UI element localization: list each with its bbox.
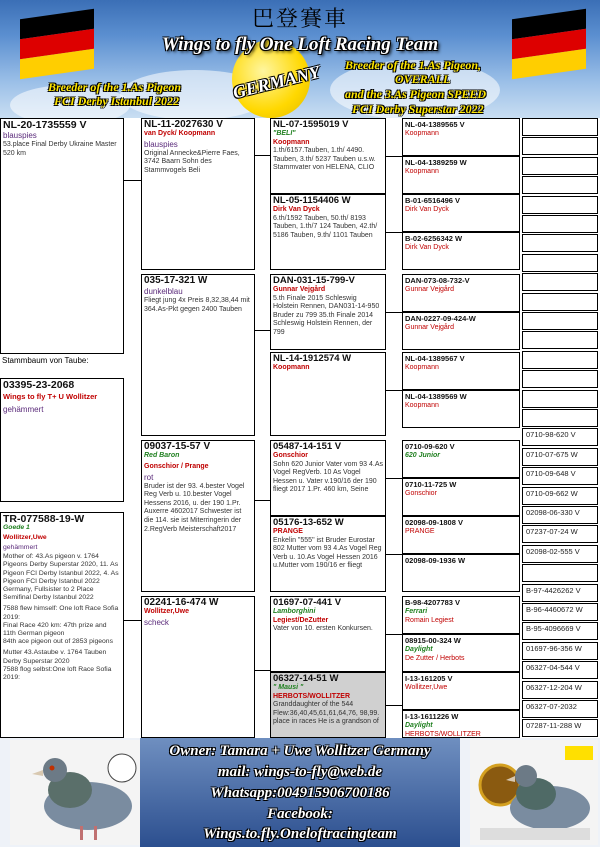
stammbaum-label: Stammbaum von Taube: [2,356,89,365]
dds-id: 01697-07-441 V [273,597,342,608]
dam-notes-5: Mutter 43.Astaube v. 1764 Tauben Derby Superstar 2020 [3,649,107,665]
pigeon-photo-left [10,740,140,845]
g5-box [522,215,598,233]
g4-name: Ferrari [405,608,428,615]
g5-box [522,351,598,369]
g4-id: 0710-09-620 V [405,442,455,451]
sdd-breeder: Koopmann [273,364,310,371]
g5-box: 0710-07-675 W [522,448,598,466]
sd-box [141,274,255,436]
g4-id: NL-04-1389567 V [405,354,465,363]
g4-breeder: Koopmann [405,168,439,175]
g5-box: 0710-98-620 V [522,428,598,446]
g4-id: DAN-0227-09-424-W [405,314,476,323]
g5-box [522,234,598,252]
dam-color: gehämmert [3,544,38,552]
g5-box [522,176,598,194]
ss-color: blauspies [144,139,178,149]
g4-id: 02098-09-1808 V [405,518,463,527]
g4-breeder: De Zutter / Herbots [405,654,465,662]
dss-breeder: Gonschior [273,452,309,459]
dam-notes-6: 7588 flog selbst:One loft Race Sofia 2019: [3,665,112,682]
g5-box: 02098-06-330 V [522,506,598,524]
g5-box: B-95-4096669 V [522,622,598,640]
sss-box [270,118,386,194]
right-award-line2: OVERALL [395,72,451,86]
g4-box [402,710,520,738]
sdd-id: NL-14-1912574 W [273,353,352,364]
dds-name: Lamborghini [273,608,316,615]
g4-breeder: Koopmann [405,130,439,137]
g5-box [522,370,598,388]
g5-box [522,390,598,408]
ds-breeder: Gonschior / Prange [144,462,209,470]
dss-box [270,440,386,516]
ddd-id: 06327-14-51 W [273,673,339,684]
g5-box: 0710-09-648 V [522,467,598,485]
g5-box: B-96-4460672 W [522,603,598,621]
sd-id: 035-17-321 W [144,275,208,286]
dam-breeder: Wollitzer,Uwe [3,534,47,542]
g4-breeder: Dirk Van Dyck [405,244,449,251]
g5-box [522,273,598,291]
g5-box [522,254,598,272]
g5-box [522,564,598,582]
dd-id: 02241-16-474 W [144,597,219,608]
g4-box [402,232,520,270]
subject-color: gehämmert [3,405,44,414]
subject-id: 03395-23-2068 [3,379,75,391]
g4-box [402,516,520,554]
g4-id: I-13-1611226 W [405,712,459,721]
g5-box [522,312,598,330]
g4-breeder: Romain Legiest [405,616,454,624]
g4-id: NL-04-1389259 W [405,158,467,167]
dss-notes: Sohn 620 Junior Vater vom 93 4.As Vogel RegVerb. 10 As Vogel Hessen u. Vater v.190/16 der 190 fliegt 2017 1.Pr. 460 km, Seine [273,460,383,494]
left-award-line2: FCI Derby Istanbul 2022 [54,94,180,108]
chinese-title: 巴登賽車 [251,7,348,32]
dd-box [141,596,255,738]
ss-box [141,118,255,270]
facebook-link[interactable]: Wings.to.fly.Oneloftracingteam [203,826,397,842]
g4-breeder: Koopmann [405,364,439,371]
team-title: Wings to fly One Loft Racing Team [161,34,439,55]
g4-box [402,352,520,390]
sds-box [270,274,386,350]
g4-box [402,478,520,516]
g4-box [402,312,520,350]
g5-box: 0710-09-662 W [522,487,598,505]
g4-id: I-13-161205 V [405,674,453,683]
g4-id: B-98-4207783 V [405,598,461,607]
g4-breeder: Gunnar Vejgård [405,286,455,293]
owner-line: Owner: Tamara + Uwe Wollitzer Germany [169,743,431,759]
g4-breeder: Dirk Van Dyck [405,206,449,213]
sd-notes: Fliegt jung 4x Preis 8,32,38,44 mit 364.As-Pkt gegen 2400 Tauben [144,297,250,313]
ddd-notes: Granddaughter of the 544 Flew:36,40,45,61,61,64,76, 98,99. place in races He is a grandson of [273,701,380,726]
g4-breeder: Wollitzer,Uwe [405,684,448,691]
dsd-box [270,516,386,592]
sire-id: NL-20-1735559 V [3,119,87,131]
ds-name: Red Baron [144,452,180,459]
g5-box [522,293,598,311]
dam-notes-3: Final Race 420 km: 47th prize and 11th German pigeon [3,621,107,638]
g4-breeder: PRANGE [405,528,435,535]
ssd-box [270,194,386,270]
dsd-notes: Enkelin "555" ist Bruder Eurostar 802 Mutter vom 93 4.As Vogel Reg Verb u. 10.As Vogel Hessen 2016 u.Mutter vom 190/16 er fliegt [273,536,382,570]
left-award-line1: Breeder of the 1.As Pigeon [48,80,181,94]
g5-box: 07287-11-288 W [522,719,598,737]
dam-notes-1: Mother of: 43.As pigeon v. 1764 Pigeons Derby Superstar 2020, 11. As Pigeon FCI Derby Istanbul 2022, 4. As Pigeon FCI Derby Istanbul 2022 Germany, Fullsister to 2 Place Semifinal Derby Istanbul 2022 [3,553,119,602]
g5-box: B-97-4426262 V [522,584,598,602]
g4-box [402,634,520,672]
sire-notes: 53.place Final Derby Ukraine Master 520 km [3,141,117,157]
g5-box [522,118,598,136]
sd-color: dunkelblau [144,287,183,296]
ddd-name: " Mausi " [273,684,304,691]
subject-breeder: Wings to fly T+ U Wollitzer [3,392,98,401]
sds-id: DAN-031-15-799-V [273,275,355,286]
ssd-notes: 6.th/1592 Tauben, 50.th/ 8193 Tauben, 1.th/7 124 Tauben, 42.th/ 5186 Tauben, 9.th/ 1101 Tauben [273,214,378,239]
g4-id: 08915-00-324 W [405,636,461,645]
right-award-line3: and the 3.As Pigeon SPEED [345,87,487,101]
g5-box [522,157,598,175]
ddd-box [270,672,386,738]
g4-box [402,274,520,312]
g5-box: 06327-12-204 W [522,681,598,699]
g4-id: NL-04-1389569 W [405,392,467,401]
dds-notes: Vater von 10. ersten Konkursen. [273,625,373,633]
g4-name: 620 Junior [405,452,441,459]
g4-box [402,554,520,592]
g4-name: Daylight [405,646,433,653]
g4-box [402,194,520,232]
g5-box [522,196,598,214]
ss-notes: Original Annecke&Pierre Faes, 3742 Baarn Sohn des Stammvogels Beli [144,149,240,174]
ssd-breeder: Dirk Van Dyck [273,206,320,213]
ddd-breeder: HERBOTS/WOLLITZER [273,692,350,700]
germany-label: GERMANY [230,61,322,103]
dsd-id: 05176-13-652 W [273,517,344,528]
g5-box [522,409,598,427]
dds-box [270,596,386,672]
ds-id: 09037-15-57 V [144,441,211,452]
sds-breeder: Gunnar Vejgård [273,286,326,293]
g4-breeder: Koopmann [405,402,439,409]
g5-box: 06327-07-2032 [522,700,598,718]
sds-notes: 5.th Finale 2015 Schleswig Holstein Rennen, DAN031-14-950 Bruder zu 799 35.th Finale 2014 Schleswig Holstein Rennen, der 799 [273,294,380,336]
g4-box [402,118,520,156]
g5-box [522,331,598,349]
g4-breeder: Gonschior [405,490,437,497]
ss-breeder: van Dyck/ Koopmann [144,130,216,137]
g4-box [402,596,520,634]
sire-color: blauspies [3,131,37,140]
facebook-label: Facebook: [267,806,333,822]
g4-id: B-01-6516496 V [405,196,461,205]
dsd-breeder: PRANGE [273,528,303,535]
ssd-id: NL-05-1154406 W [273,195,351,206]
g5-box: 02098-02-555 V [522,545,598,563]
dd-color: scheck [144,617,169,627]
right-award-line4: FCI Derby Superstar 2022 [352,102,484,116]
subject-box [0,378,124,502]
sss-name: "BELI" [273,130,296,137]
sss-id: NL-07-1595019 V [273,119,349,130]
header-banner [0,0,600,118]
dam-notes-4: 84th ace pigeon out of 2853 pigeons [3,638,113,646]
g5-box [522,137,598,155]
dd-breeder: Wollitzer,Uwe [144,608,189,615]
g4-breeder: HERBOTS/WOLLITZER [405,730,481,738]
g5-box: 01697-96-356 W [522,642,598,660]
dam-id: TR-077588-19-W [3,513,85,525]
g4-box [402,672,520,710]
dds-breeder: Legiest/DeZutter [273,616,329,624]
g4-box [402,390,520,428]
g4-breeder: Gunnar Vejgård [405,324,455,331]
g5-box: 07237-07-24 W [522,525,598,543]
ds-color: rot [144,472,154,482]
g4-box [402,440,520,478]
g4-id: 0710-11-725 W [405,480,457,489]
g4-id: 02098-09-1936 W [405,556,466,565]
sss-notes: 1.th/6157.Tauben, 1.th/ 4490. Tauben, 3.th/ 5237 Tauben u.s.w. Stammvater von HELENA, CLIO [273,147,376,172]
dam-box [0,512,124,738]
dam-notes-2: 7588 flew himself: One loft Race Sofia 2019: [3,605,119,621]
pigeon-photo-right [470,740,598,845]
sire-box [0,118,124,354]
dss-id: 05487-14-151 V [273,441,342,452]
right-award-line1: Breeder of the 1.As Pigeon, [345,58,481,72]
g4-id: NL-04-1389565 V [405,120,465,129]
email-line: mail: wings-to-fly@web.de [217,764,383,780]
sss-breeder: Koopmann [273,138,310,146]
dam-name: Goede 1 [3,524,30,531]
g4-id: B-02-6256342 W [405,234,463,243]
ds-box [141,440,255,592]
g4-box [402,156,520,194]
sdd-box [270,352,386,436]
ss-id: NL-11-2027630 V [144,119,223,130]
g4-id: DAN-073-08-732-V [405,276,470,285]
ds-notes: Bruder ist der 93. 4.bester Vogel Reg Verb u. 10.bester Vogel Hessens 2016, u. der 190 1.Pr. Auxerre 4602017 Schwester ist die 114. sie ist Miterringerin der 2.RegVerb Meisterschaft2017 [144,482,245,533]
whatsapp-line: Whatsapp:004915906700186 [210,785,390,801]
g4-name: Daylight [405,722,433,729]
g5-box: 06327-04-544 V [522,661,598,679]
